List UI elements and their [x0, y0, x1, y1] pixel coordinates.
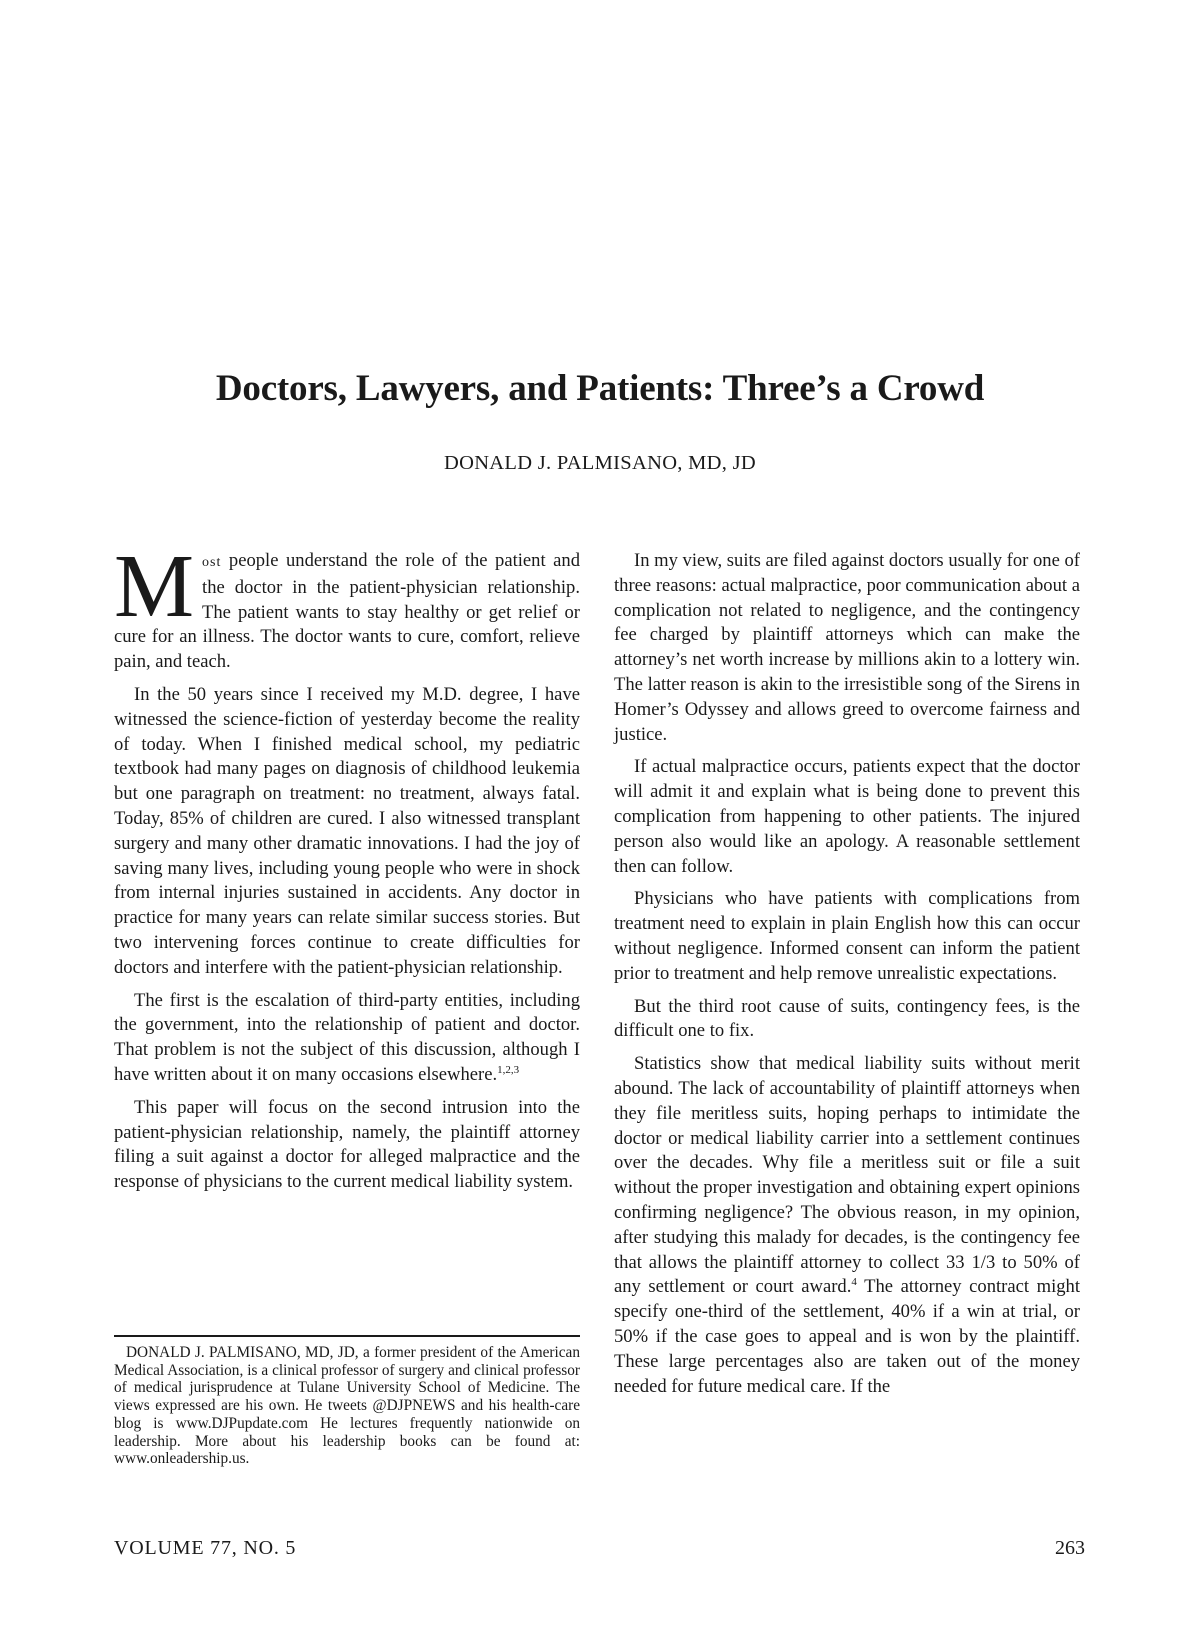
paragraph: In the 50 years since I received my M.D. degree, I have witnessed the science-fiction of yesterday become the reality of today. When I finished medical school, my pediatric textbook had many pages on diagnosis of childhood leukemia but one paragraph on treatment: no treatment, always fatal. Today, 85% of children are cured. I also witnessed transplant surgery and many other dramatic innovations. I had the joy of saving many lives, including young people who were in shock from internal injuries sustained in accidents. Any doctor in practice for many years can relate similar success stories. But two intervening forces continue to create difficulties for doctors and interfere with the patient-physician relationship.: [114, 683, 580, 978]
footnote-ref: 1,2,3: [497, 1063, 520, 1076]
paragraph-text: to 50% of any settlement or court award.: [614, 1251, 1081, 1298]
paragraph: Physicians who have patients with complications from treatment need to explain in plain English how this can occur without negligence. Informed consent can inform the patient prior to treatment and help remove unrealistic expectations.: [614, 888, 1080, 984]
volume-label: VOLUME 77, NO. 5: [114, 1537, 297, 1559]
paragraph-intro: [114, 537, 580, 675]
article-title: Doctors, Lawyers, and Patients: Three’s a Crowd: [215, 368, 985, 409]
author-byline: DONALD J. PALMISANO, MD, JD: [443, 452, 757, 474]
paragraph: If actual malpractice occurs, patients expect that the doctor will admit it and explain what is being done to prevent this complication from happening to other patients. The injured person also would like an apology. A reasonable settlement then can follow.: [614, 756, 1080, 877]
paragraph: [614, 1052, 1080, 1399]
lead-smallcaps: ost: [202, 555, 222, 570]
paragraph: [114, 989, 580, 1088]
paragraph-text: The attorney contract might specify one-third of the settlement, 40% if a win at trial, or 50% if the case goes to appeal and is won by the plaintiff. These large percentages also are taken out of the money needed for future medical care. If the: [614, 1276, 1080, 1397]
page-number: 263: [1055, 1537, 1085, 1559]
paragraph-text: Statistics show that medical liability suits without merit abound. The lack of accountability of plaintiff attorneys when they file meritless suits, hoping perhaps to intimidate the doctor or medical liability carrier into a settlement continues over the decades. Why file a meritless suit or file a suit without the proper investigation and obtaining expert opinions confirming negligence? The obvious reason, in my opinion, after studying this malady for decades, is the contingency fee that allows the plaintiff attorney to collect 33: [614, 1053, 1080, 1273]
paragraph: This paper will focus on the second intrusion into the patient-physician relationship, namely, the plaintiff attorney filing a suit against a doctor for alleged malpractice and the response of physicians to the current medical liability system.: [114, 1096, 580, 1193]
paragraph-text: The first is the escalation of third-party entities, including the government, into the relationship of patient and doctor. That problem is not the subject of this discussion, although I have written about it on many occasions elsewhere.: [114, 989, 580, 1085]
paragraph: But the third root cause of suits, contingency fees, is the difficult one to fix.: [614, 995, 1080, 1042]
paragraph: In my view, suits are filed against doctors usually for one of three reasons: actual malpractice, poor communication about a complication not related to negligence, and the contingency fee charged by plaintiff attorneys which can make the attorney’s net worth increase by millions akin to a lottery win. The latter reason is akin to the irresistible song of the Sirens in Homer’s Odyssey and allows greed to overcome fairness and justice.: [614, 550, 1080, 745]
lead-text: people understand the role of the patient and the doctor in the patient-physician relationship. The patient wants to stay healthy or get relief or cure for an illness. The doctor wants to cure, comfort, relieve pain, and teach.: [114, 550, 580, 673]
fraction: 1/3: [971, 1251, 996, 1273]
right-column: [614, 549, 1080, 1407]
footnote-ref: 4: [851, 1276, 857, 1289]
author-bio-footnote: DONALD J. PALMISANO, MD, JD, a former president of the American Medical Association, is a clinical professor of surgery and clinical professor of medical jurisprudence at Tulane University School of Medicine. The views expressed are his own. He tweets @DJPNEWS and his health-care blog is www.DJPupdate.com He lectures frequently nationwide on leadership. More about his leadership books can be found at: www.onleadership.us.: [114, 1344, 580, 1468]
footnote-divider: [114, 1335, 580, 1337]
left-column: [114, 537, 580, 1203]
drop-cap: M: [114, 537, 195, 636]
